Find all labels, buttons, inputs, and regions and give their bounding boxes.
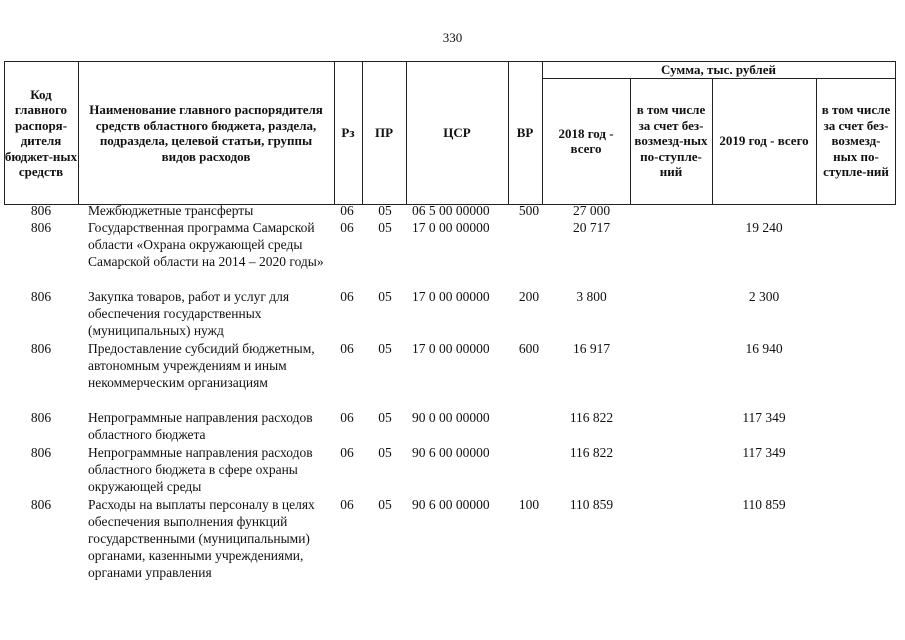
header-divider — [712, 78, 713, 204]
cell-pr: 05 — [378, 410, 392, 425]
header-divider — [816, 78, 817, 204]
cell-name: Предоставление субсидий бюджетным, автономным учреждениям и иным некоммерческим организациям — [88, 341, 315, 390]
cell-total-2019: 16 940 — [745, 341, 783, 356]
cell-pr: 05 — [378, 289, 392, 304]
cell-rz: 06 — [340, 220, 354, 235]
cell-csr: 17 0 00 00000 — [412, 220, 490, 235]
table-header — [4, 61, 896, 205]
cell-pr: 05 — [378, 203, 392, 218]
cell-pr: 05 — [378, 445, 392, 460]
cell-csr: 90 6 00 00000 — [412, 445, 490, 460]
header-vr: ВР — [516, 125, 534, 141]
cell-total-2019: 117 349 — [742, 410, 786, 425]
cell-code: 806 — [30, 220, 52, 235]
header-name: Наименование главного распорядителя средств областного бюджета, раздела, подраздела, целевой статьи, группы видов расходов — [89, 102, 323, 164]
cell-code: 806 — [30, 341, 52, 356]
cell-total-2018: 16 917 — [572, 341, 611, 356]
cell-total-2018: 20 717 — [572, 220, 611, 235]
cell-name: Расходы на выплаты персоналу в целях обеспечения выполнения функций государственными (муниципальными) органами, казенными учреждениями, органами управления — [88, 497, 315, 580]
cell-name: Межбюджетные трансферты — [88, 203, 254, 218]
header-total-2019: 2019 год - всего — [719, 133, 809, 149]
cell-vr: 500 — [518, 203, 540, 218]
header-incl-2018: в том числе за счет без-возмезд-ных по-ступле-ний — [634, 102, 708, 180]
cell-pr: 05 — [378, 220, 392, 235]
cell-csr: 17 0 00 00000 — [412, 341, 490, 356]
cell-name: Непрограммные направления расходов областного бюджета в сфере охраны окружающей среды — [88, 445, 313, 494]
header-code: Код главного распоря-дителя бюджет-ных средств — [4, 86, 78, 179]
cell-code: 806 — [30, 289, 52, 304]
header-border — [895, 62, 896, 204]
cell-pr: 05 — [378, 497, 392, 512]
cell-rz: 06 — [340, 497, 354, 512]
cell-total-2018: 3 800 — [576, 289, 607, 304]
cell-total-2019: 19 240 — [745, 220, 783, 235]
cell-csr: 90 0 00 00000 — [412, 410, 490, 425]
cell-rz: 06 — [340, 445, 354, 460]
header-pr: ПР — [374, 125, 394, 141]
cell-total-2019: 2 300 — [748, 289, 780, 304]
cell-vr: 600 — [518, 341, 540, 356]
cell-name: Непрограммные направления расходов областного бюджета — [88, 410, 313, 442]
header-divider — [630, 78, 631, 204]
cell-pr: 05 — [378, 341, 392, 356]
cell-csr: 90 6 00 00000 — [412, 497, 490, 512]
cell-rz: 06 — [340, 289, 354, 304]
cell-name: Закупка товаров, работ и услуг для обеспечения государственных (муниципальных) нужд — [88, 289, 290, 338]
cell-total-2018: 27 000 — [572, 203, 611, 218]
header-csr: ЦСР — [443, 125, 471, 141]
cell-total-2019: 117 349 — [742, 445, 786, 460]
cell-vr: 200 — [518, 289, 540, 304]
cell-rz: 06 — [340, 410, 354, 425]
cell-code: 806 — [30, 445, 52, 460]
cell-code: 806 — [30, 203, 52, 218]
cell-vr: 100 — [518, 497, 540, 512]
cell-rz: 06 — [340, 341, 354, 356]
cell-name: Государственная программа Самарской области «Охрана окружающей среды Самарской области на 2014 – 2020 годы» — [88, 220, 324, 269]
header-incl-2019: в том числе за счет без-возмезд-ных по-ступле-ний — [821, 102, 891, 180]
cell-total-2018: 116 822 — [569, 410, 614, 425]
cell-rz: 06 — [340, 203, 354, 218]
cell-total-2019: 110 859 — [742, 497, 786, 512]
cell-code: 806 — [30, 497, 52, 512]
cell-csr: 17 0 00 00000 — [412, 289, 490, 304]
page-number: 330 — [442, 30, 463, 45]
cell-total-2018: 116 822 — [569, 445, 614, 460]
cell-csr: 06 5 00 00000 — [412, 203, 490, 218]
header-divider — [78, 62, 79, 204]
header-sum-group: Сумма, тыс. рублей — [661, 62, 776, 78]
cell-code: 806 — [30, 410, 52, 425]
header-rz: Рз — [341, 125, 355, 141]
header-total-2018: 2018 год - всего — [558, 125, 614, 156]
cell-total-2018: 110 859 — [569, 497, 614, 512]
